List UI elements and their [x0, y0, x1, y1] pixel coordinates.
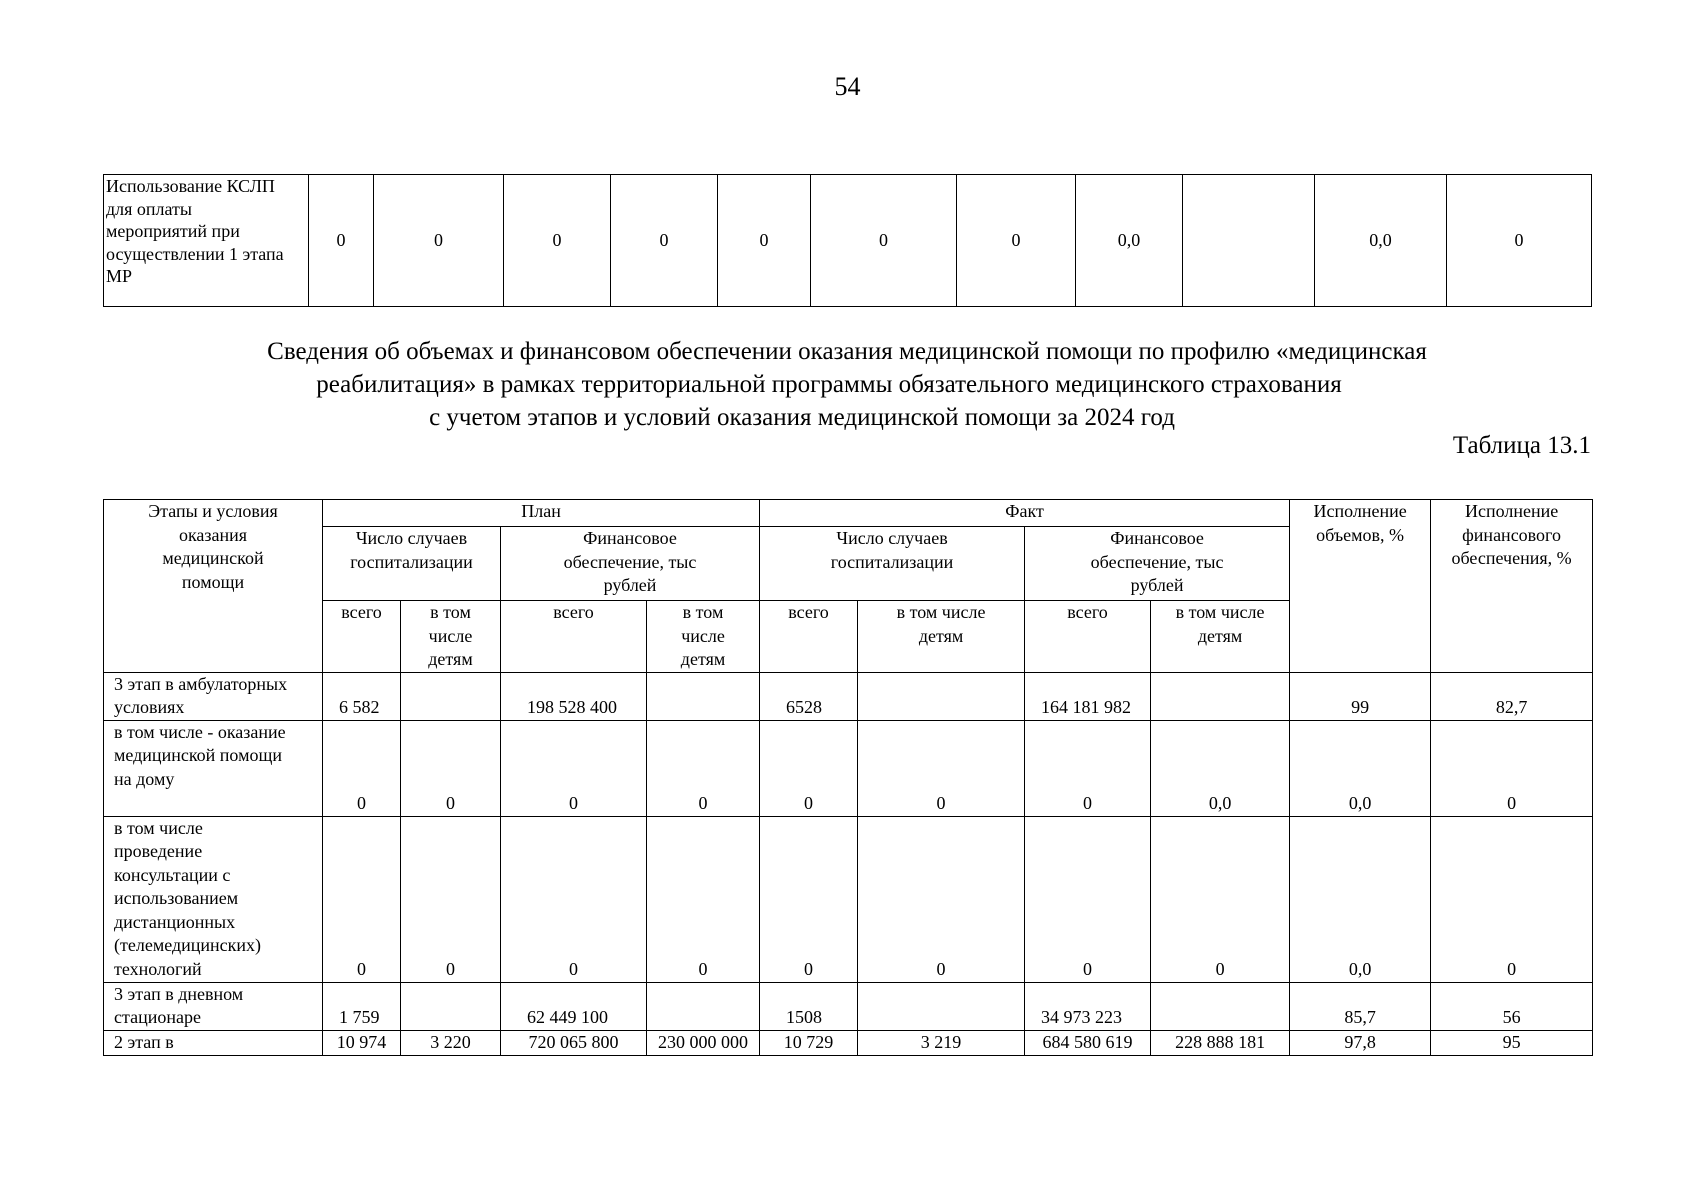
- table-cell: 228 888 181: [1151, 1030, 1290, 1055]
- table-cell: 1508: [760, 982, 858, 1030]
- header-fact-cases: Число случаев госпитализации: [760, 527, 1025, 601]
- heading-line: реабилитация» в рамках территориальной программы обязательного медицинского страхования: [316, 371, 1342, 398]
- table-cell: 85,7: [1290, 982, 1431, 1030]
- rehabilitation-table: [103, 499, 1593, 1056]
- header-plan: План: [323, 500, 760, 527]
- table-cell: [401, 982, 501, 1030]
- table-cell: [1183, 175, 1315, 307]
- table-cell: 684 580 619: [1025, 1030, 1151, 1055]
- table-cell: 0,0: [1151, 720, 1290, 816]
- table-cell: 0: [323, 816, 401, 982]
- table-row: [104, 720, 1593, 816]
- table-cell: [647, 672, 760, 720]
- row-label: 3 этап в дневном стационаре: [104, 982, 323, 1030]
- header-fact-finance-children: в том числе детям: [1151, 601, 1290, 673]
- table-caption: Таблица 13.1: [1452, 432, 1591, 459]
- row-label: Использование КСЛП для оплаты мероприятий при осуществлении 1 этапа МР: [104, 175, 309, 307]
- heading-line: с учетом этапов и условий оказания медицинской помощи за 2024 год: [429, 404, 1175, 431]
- table-cell: 720 065 800: [501, 1030, 647, 1055]
- table-cell: 1 759: [323, 982, 401, 1030]
- table-cell: 0: [858, 720, 1025, 816]
- table-cell: 0: [858, 816, 1025, 982]
- table-cell: 0: [504, 175, 611, 307]
- table-cell: 95: [1431, 1030, 1593, 1055]
- table-cell: 0: [401, 816, 501, 982]
- table-cell: 6 582: [323, 672, 401, 720]
- table-cell: 0: [957, 175, 1076, 307]
- header-plan-finance-children: в том числе детям: [647, 601, 760, 673]
- table-cell: 0,0: [1290, 816, 1431, 982]
- table-cell: [1151, 672, 1290, 720]
- table-cell: 0,0: [1315, 175, 1447, 307]
- table-cell: 82,7: [1431, 672, 1593, 720]
- heading-line: Сведения об объемах и финансовом обеспечении оказания медицинской помощи по профилю «медицинская: [267, 338, 1427, 365]
- table-cell: 10 974: [323, 1030, 401, 1055]
- header-plan-finance-total: всего: [501, 601, 647, 673]
- table-cell: 198 528 400: [501, 672, 647, 720]
- header-plan-cases: Число случаев госпитализации: [323, 527, 501, 601]
- row-label: 2 этап в: [104, 1030, 323, 1055]
- table-cell: 10 729: [760, 1030, 858, 1055]
- table-cell: 34 973 223: [1025, 982, 1151, 1030]
- continuation-table: [103, 174, 1592, 307]
- table-cell: 0: [501, 720, 647, 816]
- table-cell: 0: [611, 175, 718, 307]
- table-cell: 3 219: [858, 1030, 1025, 1055]
- table-cell: 0: [501, 816, 647, 982]
- table-cell: 56: [1431, 982, 1593, 1030]
- table-cell: 0: [1025, 816, 1151, 982]
- table-cell: 0: [401, 720, 501, 816]
- table-cell: 0: [718, 175, 811, 307]
- table-cell: [858, 672, 1025, 720]
- header-plan-finance: Финансовое обеспечение, тыс рублей: [501, 527, 760, 601]
- table-cell: 3 220: [401, 1030, 501, 1055]
- table-cell: [401, 672, 501, 720]
- row-label: в том числе - оказание медицинской помощи на дому: [104, 720, 323, 816]
- table-cell: 230 000 000: [647, 1030, 760, 1055]
- table-row: [104, 816, 1593, 982]
- header-fact-finance: Финансовое обеспечение, тыс рублей: [1025, 527, 1290, 601]
- table-cell: 97,8: [1290, 1030, 1431, 1055]
- row-label: в том числе проведение консультации с использованием дистанционных (телемедицинских) технологий: [104, 816, 323, 982]
- table-cell: 0: [309, 175, 374, 307]
- header-row: [104, 500, 1593, 527]
- header-fact-finance-total: всего: [1025, 601, 1151, 673]
- table-cell: 99: [1290, 672, 1431, 720]
- table-row: [104, 672, 1593, 720]
- header-plan-cases-total: всего: [323, 601, 401, 673]
- table-cell: 164 181 982: [1025, 672, 1151, 720]
- table-cell: 6528: [760, 672, 858, 720]
- table-cell: 0: [760, 816, 858, 982]
- table-row: [104, 982, 1593, 1030]
- table-row: [104, 175, 1592, 307]
- header-fact-cases-total: всего: [760, 601, 858, 673]
- document-heading: [103, 335, 1591, 434]
- table-cell: 0: [1025, 720, 1151, 816]
- table-cell: 0: [323, 720, 401, 816]
- header-fact: Факт: [760, 500, 1290, 527]
- table-cell: 0: [1447, 175, 1592, 307]
- header-plan-cases-children: в том числе детям: [401, 601, 501, 673]
- header-stages: Этапы и условия оказания медицинской помощи: [104, 500, 323, 673]
- table-cell: [647, 982, 760, 1030]
- header-fact-cases-children: в том числе детям: [858, 601, 1025, 673]
- table-cell: 0: [374, 175, 504, 307]
- table-cell: 62 449 100: [501, 982, 647, 1030]
- table-cell: 0: [1431, 720, 1593, 816]
- table-cell: 0: [760, 720, 858, 816]
- table-cell: 0: [647, 720, 760, 816]
- header-finance-execution: Исполнение финансового обеспечения, %: [1431, 500, 1593, 673]
- row-label: 3 этап в амбулаторных условиях: [104, 672, 323, 720]
- table-cell: 0,0: [1290, 720, 1431, 816]
- table-cell: 0: [647, 816, 760, 982]
- table-cell: 0,0: [1076, 175, 1183, 307]
- table-row: [104, 1030, 1593, 1055]
- table-cell: [858, 982, 1025, 1030]
- table-cell: 0: [811, 175, 957, 307]
- page-number: 54: [834, 72, 861, 101]
- table-cell: 0: [1431, 816, 1593, 982]
- table-cell: [1151, 982, 1290, 1030]
- header-volume-execution: Исполнение объемов, %: [1290, 500, 1431, 673]
- table-cell: 0: [1151, 816, 1290, 982]
